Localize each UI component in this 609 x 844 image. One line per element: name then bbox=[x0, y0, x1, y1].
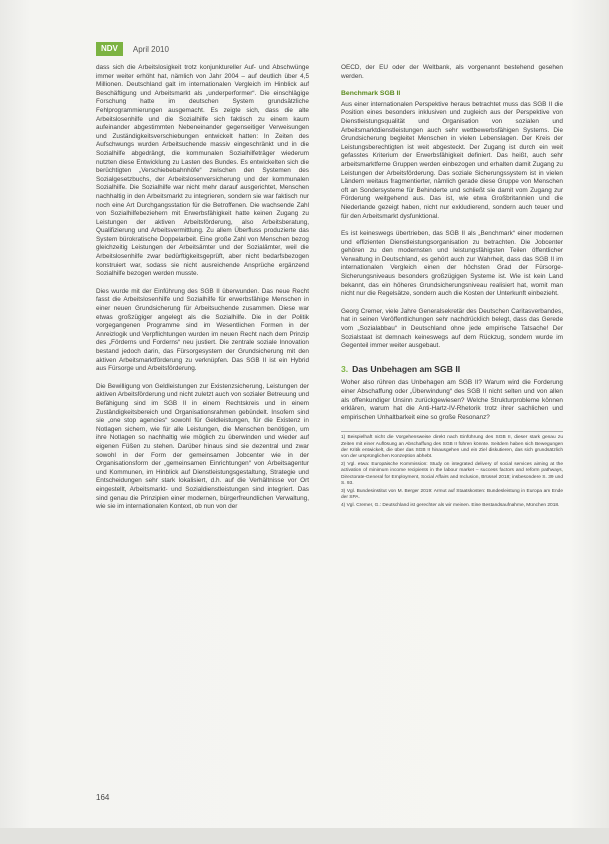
left-column bbox=[96, 64, 309, 521]
running-header bbox=[96, 42, 169, 56]
right-column bbox=[341, 64, 563, 511]
body-paragraph: Dies wurde mit der Einführung des SGB II überwunden. Das neue Recht fasst die Arbeitslosenhilfe und Sozialhilfe für erwerbsfähige Menschen in einer neuen Grundsicherung für Arbeitsuchende zusammen. Diese war etwas großzügiger angelegt als die Sozialhilfe. Die in der Politik vorgegangenen Programme sind im Wesentlichen Formen in der Anreizlogik und Verpflichtungen wurden im neuen Recht nach dem Prinzip des „Förderns und Forderns“ neu justiert. Die zentrale soziale Innovation bestand jedoch darin, das Fürsorgesystem der Grundsicherung mit den aktiven Arbeitsmarktförderung zu verknüpfen. Das SGB II ist ein Hybrid aus Fürsorge und Arbeitsförderung. bbox=[96, 287, 309, 373]
body-paragraph: Es ist keineswegs übertrieben, das SGB II als „Benchmark“ einer modernen und effizienten Dienstleistungsorganisation zu betrachten. Die Jobcenter gehören zu den modernsten und leistungsfähigsten Teilen öffentlicher Verwaltung in Deutschland, es gehört auch zur Wahrheit, dass das SGB II im internationalen Vergleich einen der höchsten Grad der Fürsorge-Sicherungsniveaus besonders großzügigen Systeme ist. Wie ist kein Land bekannt, das ein höheres Grundsicherungsniveau realisiert hat, womit man nicht nur die Regelsätze, sondern auch die Kosten der Unterkunft einbezieht. bbox=[341, 230, 563, 298]
body-paragraph: Georg Cremer, viele Jahre Generalsekretär des Deutschen Caritasverbandes, hat in seinen Veröffentlichungen sehr nachdrücklich belegt, dass das Gerede vom „Sozialabbau“ in Deutschland ohne jede empirische Tatsache! Der Sozialstaat ist demnach keineswegs auf dem Rückzug, sondern wurde im Gegenteil immer weiter ausgebaut. bbox=[341, 307, 563, 350]
body-paragraph: OECD, der EU oder der Weltbank, als vorgenannt bestehend gesehen werden. bbox=[341, 64, 563, 80]
body-paragraph: dass sich die Arbeitslosigkeit trotz konjunktureller Auf- und Abschwünge immer weiter erhöht hat, nämlich von Jahr 2004 – auf deutlich über 4,5 Millionen. Deutschland galt im internationalen Vergleich im Hinblick auf Beschäftigung und Arbeitsmarkt als „underperformer“. Die einschlägige Forschung hatte im deutschen System grundsätzliche Fehlprogrammierungen ausgemacht. Es zeigte sich, dass die alte Arbeitslosenhilfe und die Sozialhilfe sich faktisch zu einem kaum aufeinander abgestimmten Nebeneinander gegenseitiger Verweisungen und Zuständigkeitsverschiebungen entwickelt hatten: In Zeiten des Aufschwungs wurden Arbeitsuchende massiv eingeschränkt und in die Sozialhilfe abgedrängt, die kommunalen Sozialhilfeträger wiederum nutzten diese Entwicklung zu Lasten des Bundes. Es entwickelten sich die berüchtigten „Verschiebebahnhöfe“ zwischen den Systemen des Sozialgesetzbuchs, der Arbeitslosenversicherung und der kommunalen Sozialhilfe. Die Sozialhilfe war nicht mehr darauf ausgerichtet, Menschen nachhaltig in den Arbeitsmarkt zu integrieren, sondern sie war faktisch nur noch eine Art Durchgangsstation für die Betroffenen. Die wachsende Zahl von Sozialhilfebeziehern mit Erwerbsfähigkeit hatte keinen Zugang zu Leistungen der aktiven Arbeitsförderung, also Arbeitsberatung, Qualifizierung und Arbeitsvermittlung. Zu allem Überfluss produzierte das System bürokratische Doppelarbeit. Eine große Zahl von Menschen bezog gleichzeitig Leistungen der Arbeitsämter und der Sozialämter, weil die Arbeitslosenhilfe zwar bedürftigkeitsgeprüft, aber nicht bedarfsbezogen konstruiert war, sodass sie nicht ausreichende Ansprüche ergänzend Sozialhilfe bezogen werden musste. bbox=[96, 64, 309, 278]
footnotes bbox=[341, 431, 563, 509]
journal-badge: NDV bbox=[96, 42, 123, 56]
subheading: Benchmark SGB II bbox=[341, 90, 401, 98]
section-heading bbox=[341, 365, 563, 374]
body-paragraph: Woher also rühren das Unbehagen am SGB II? Warum wird die Forderung einer Abschaffung oder „Überwindung“ des SGB II nicht selten und von allen als offenkundiger Unsinn zurückgewiesen? Welche Strukturprobleme können erklären, warum hat die Anti-Hartz-IV-Rhetorik trotz ihrer sachlichen und empirischen Unhaltbarkeit eine so große Resonanz? bbox=[341, 379, 563, 421]
page-number: 164 bbox=[96, 793, 110, 802]
issue-date: April 2010 bbox=[132, 44, 169, 54]
footnote: 2) Vgl. etwa: Europäische Kommission: Study on integrated delivery of social services aiming at the activation of minimum income recipients in the labour market – success factors and reform pathways, Directorate-General for Employment, Social Affairs and Inclusion, Brüssel 2018; insbesondere S. 39 und S. 93. bbox=[341, 462, 563, 486]
footnote: 3) Vgl. Bundesinstitut von M. Berger 2019: Armut auf Staatskosten: Bundesleistung in Europa am Ende der SPA. bbox=[341, 488, 563, 501]
footnote: 4) Vgl. Cremer, G.: Deutschland ist gerechter als wir meinen. Eine Bestandsaufnahme, München 2018. bbox=[341, 502, 560, 508]
footnote: 1) Beispielhaft nicht die Vorgehensweise direkt nach Einführung des SGB II, dieser stark genau zu Zeiten mit einer Auflösung an Abschaffung des SGB II führen könnte. Seitdem haben sich Bewegungen der Kritik entwickelt, die über das SGB II hinausgehen und ein Ziel diskutieren, das sich grundsätzlich von der ursprünglichen Konzeption abhebt. bbox=[341, 435, 563, 460]
body-paragraph: Aus einer internationalen Perspektive heraus betrachtet muss das SGB II die Position eines besonders inklusiven und zugleich aus der Perspektive von Dienstleistungsqualität und Organisation von sozialen und Arbeitsmarktdienstleistungen auch sehr wettbewerbsfähigen Systems. Die Grundsicherung begleitet Menschen in vielen Lebenslagen. Der Kreis der Leistungsberechtigten ist weit abgesteckt. Der Zugang ist durch ein weit gefasstes Kriterium der Erwerbsfähigkeit definiert. Das heißt, auch sehr arbeitsmarktferne Gruppen werden einbezogen und erhalten damit Zugang zu Leistungen der Arbeitsförderung. Das soziale Sicherungssystem ist in vielen Ländern weitaus fragmentierter, nämlich gerade diese Gruppe von Menschen oft an Sondersysteme für Behinderte und schließt sie damit vom Zugang zur Förderung weitgehend aus. Das ist, wie etwa Großbritannien und die Niederlande gezeigt haben, nicht nur exkludierend, sondern auch teuer und für den Arbeitsmarkt dysfunktional. bbox=[341, 100, 563, 220]
body-paragraph: Die Bewilligung von Geldleistungen zur Existenzsicherung, Leistungen der aktiven Arbeitsförderung und nicht zuletzt auch von sozialer Betreuung und Befähigung sind im SGB II in einem Rechtskreis und in einem Zuständigkeitsbereich und Organisationsrahmen gebündelt. Insofern sind sie „one stop agencies“ sowohl für Geldleistungen, für die Existenz in Notlagen sichern, wie für alle Leistungen, die Menschen benötigen, um ihre Notlagen so nachhaltig wie möglich zu überwinden und wieder auf eigenen Füßen zu stehen. Darüber hinaus sind sie dezentral und zwar sowohl in der Form der gemeinsamen Jobcenter wie in der Organisationsform der „gemeinsamen Einrichtungen“ von Arbeitsagentur und Kommunen, im Hinblick auf Dienstleistungsgestaltung, Strategie und Entscheidungen sehr stark lokalisiert, d.h. auf die Verhältnisse vor Ort eingestellt, Arbeitsmarkt- und Sozialdienstleistungen sind integriert. Das sind genau die Prinzipien einer modernen, bürgerfreundlichen Verwaltung, wie sie im internationalen Kontext, ob nun von der bbox=[96, 382, 309, 511]
section-title: Das Unbehagen am SGB II bbox=[352, 363, 461, 374]
section-number: 3. bbox=[341, 363, 349, 374]
scan-edge bbox=[0, 828, 609, 844]
